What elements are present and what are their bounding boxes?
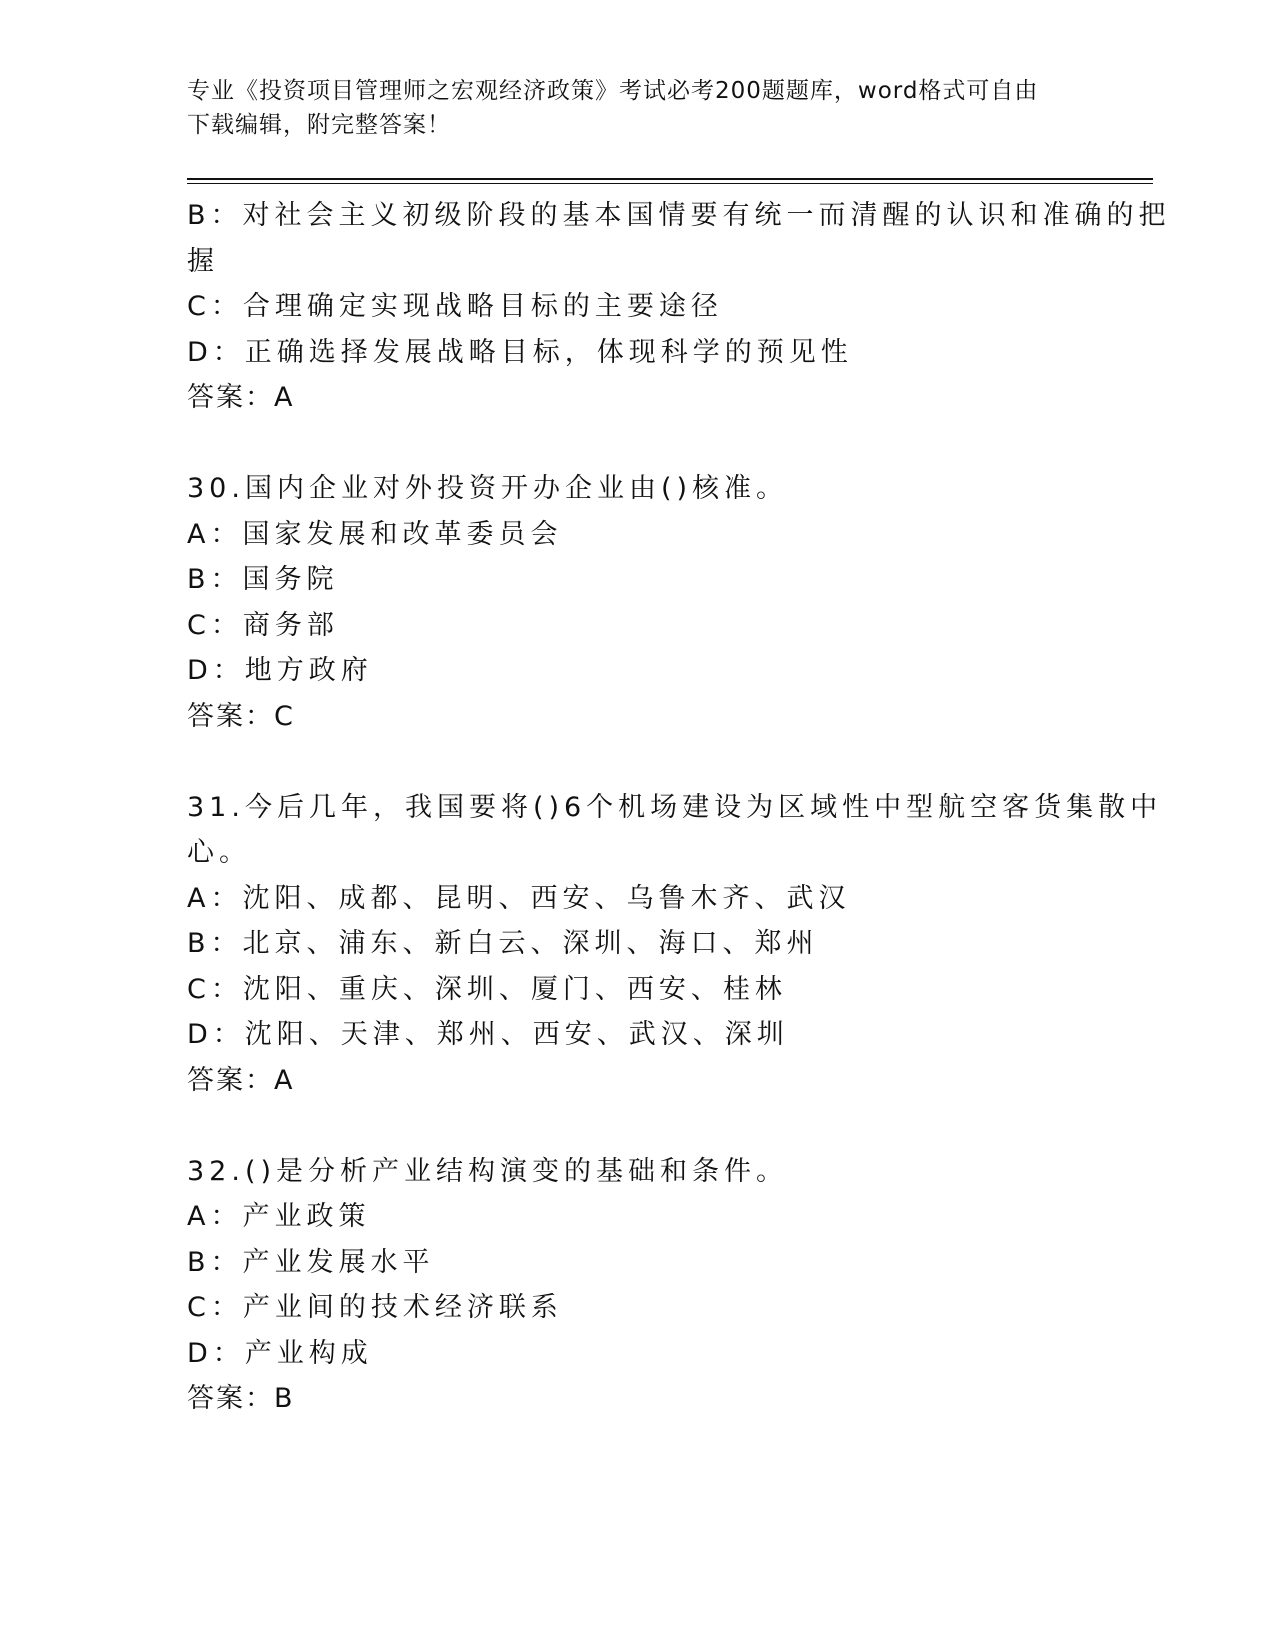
spacer <box>187 421 1087 467</box>
header-divider-thin <box>187 183 1153 184</box>
option-d: D：产业构成 <box>187 1337 373 1369</box>
option-d: D：正确选择发展战略目标，体现科学的预见性 <box>187 336 853 368</box>
header-line-1: 专业《投资项目管理师之宏观经济政策》考试必考200题题库，word格式可自由 <box>187 78 1039 104</box>
option-c: C：合理确定实现战略目标的主要途径 <box>187 291 723 322</box>
option-d: D：地方政府 <box>187 655 373 686</box>
question-stem: 31.今后几年，我国要将()6个机场建设为区域性中型航空客货集散中 <box>187 791 1163 823</box>
header-divider-thick <box>187 178 1153 180</box>
question-30 <box>187 466 1087 739</box>
question-stem: 32.()是分析产业结构演变的基础和条件。 <box>187 1155 789 1187</box>
answer: 答案：A <box>187 382 295 413</box>
spacer <box>187 739 1087 785</box>
option-b: B：北京、浦东、新白云、深圳、海口、郑州 <box>187 928 819 959</box>
option-a: A：国家发展和改革委员会 <box>187 518 563 550</box>
option-d: D：沈阳、天津、郑州、西安、武汉、深圳 <box>187 1019 789 1050</box>
question-list <box>187 193 1171 1422</box>
option-c: C：沈阳、重庆、深圳、厦门、西安、桂林 <box>187 973 787 1005</box>
option-a: A：产业政策 <box>187 1201 371 1232</box>
question-31 <box>187 785 1163 1104</box>
option-c: C：商务部 <box>187 609 339 641</box>
question-continued <box>187 193 1171 421</box>
option-c: C：产业间的技术经济联系 <box>187 1292 563 1323</box>
question-stem: 30.国内企业对外投资开办企业由()核准。 <box>187 473 789 504</box>
option-b: B：国务院 <box>187 564 339 595</box>
answer: 答案：A <box>187 1064 295 1096</box>
option-b: B：产业发展水平 <box>187 1246 435 1278</box>
question-32 <box>187 1149 1087 1422</box>
question-stem-wrap: 心。 <box>187 837 251 868</box>
option-b: B：对社会主义初级阶段的基本国情要有统一而清醒的认识和准确的把 <box>187 200 1171 231</box>
option-a: A：沈阳、成都、昆明、西安、乌鲁木齐、武汉 <box>187 882 851 914</box>
header-line-2: 下载编辑，附完整答案！ <box>187 112 451 138</box>
answer: 答案：B <box>187 1383 295 1414</box>
spacer <box>187 1103 1087 1149</box>
option-b-wrap: 握 <box>187 245 219 277</box>
answer: 答案：C <box>187 700 295 732</box>
document-header <box>187 74 1067 142</box>
